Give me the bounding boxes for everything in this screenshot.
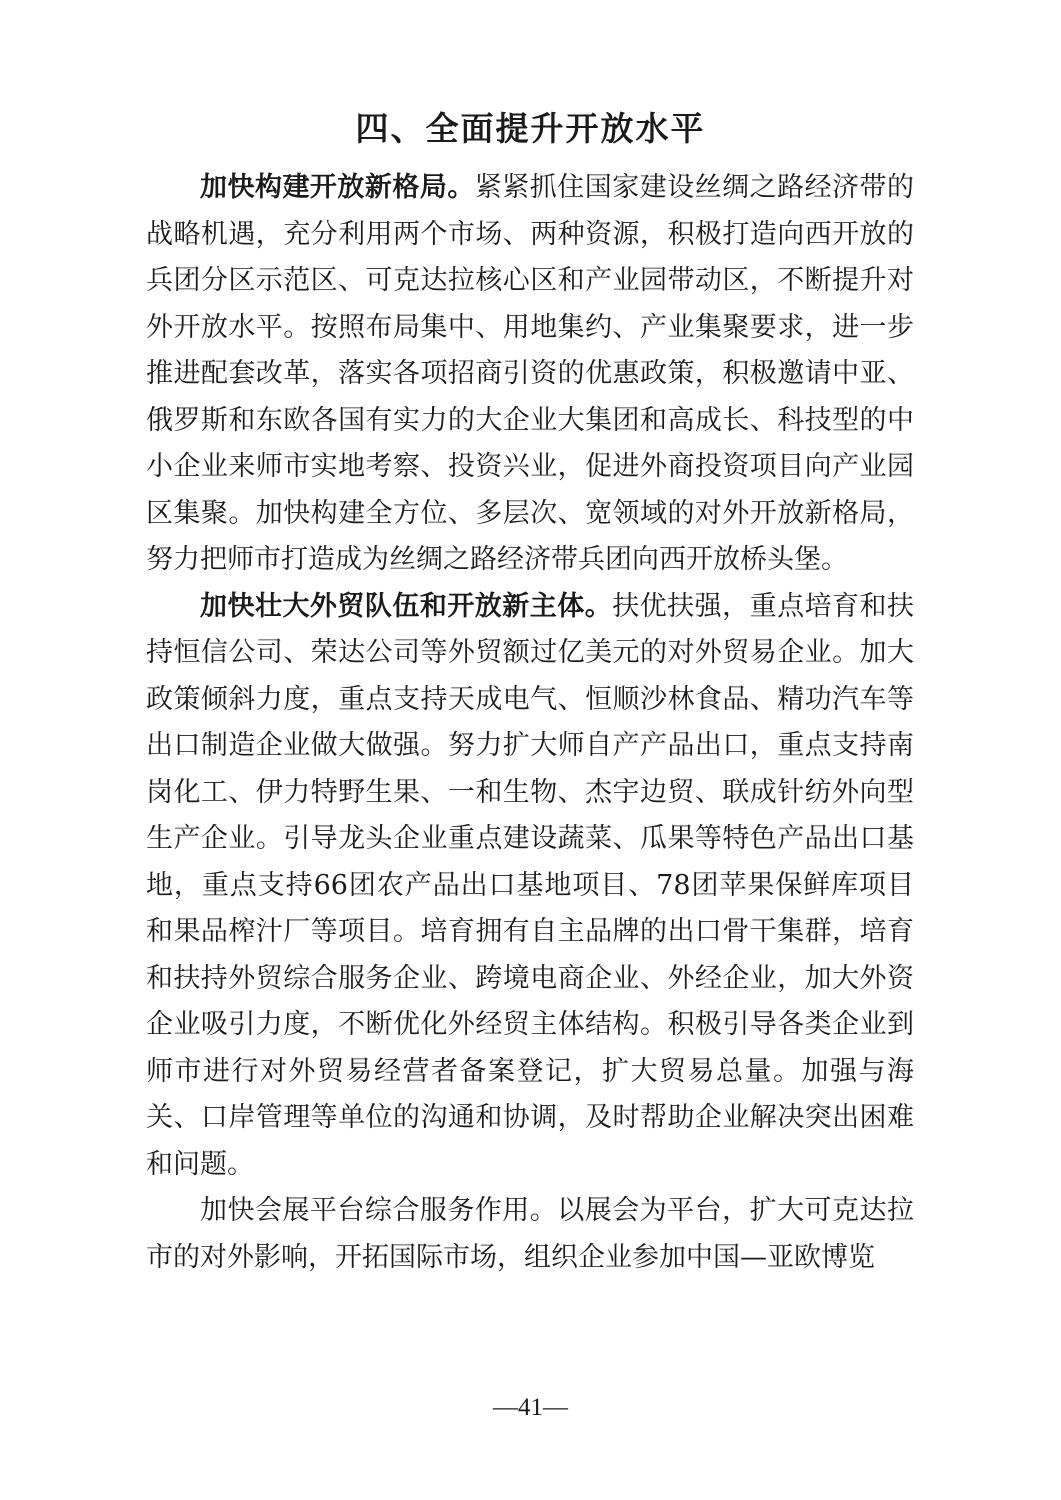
body-text	[146, 165, 914, 1281]
page-number: —41—	[493, 1394, 568, 1421]
paragraph-foreign-trade	[146, 584, 914, 1189]
paragraph-text: 加快会展平台综合服务作用。以展会为平台，扩大可克达拉市的对外影响，开拓国际市场，组织企业参加中国—亚欧博览	[146, 1195, 914, 1273]
paragraph-lead: 加快壮大外贸队伍和开放新主体。	[200, 590, 613, 622]
paragraph-text: 紧紧抓住国家建设丝绸之路经济带的战略机遇，充分利用两个市场、两种资源，积极打造向西开放的兵团分区示范区、可克达拉核心区和产业园带动区，不断提升对外开放水平。按照布局集中、用地集约、产业集聚要求，进一步推进配套改革，落实各项招商引资的优惠政策，积极邀请中亚、俄罗斯和东欧各国有实力的大企业大集团和高成长、科技型的中小企业来师市实地考察、投资兴业，促进外商投资项目向产业园区集聚。加快构建全方位、多层次、宽领域的对外开放新格局，努力把师市打造成为丝绸之路经济带兵团向西开放桥头堡。	[146, 172, 915, 575]
paragraph-text: 扶优扶强，重点培育和扶持恒信公司、荣达公司等外贸额过亿美元的对外贸易企业。加大政策倾斜力度，重点支持天成电气、恒顺沙林食品、精功汽车等出口制造企业做大做强。努力扩大师自产产品出口，重点支持南岗化工、伊力特野生果、一和生物、杰宇边贸、联成针纺外向型生产企业。引导龙头企业重点建设蔬菜、瓜果等特色产品出口基地，重点支持66团农产品出口基地项目、78团苹果保鲜库项目和果品榨汁厂等项目。培育拥有自主品牌的出口骨干集群，培育和扶持外贸综合服务企业、跨境电商企业、外经企业，加大外资企业吸引力度，不断优化外经贸主体结构。积极引导各类企业到师市进行对外贸易经营者备案登记，扩大贸易总量。加强与海关、口岸管理等单位的沟通和协调，及时帮助企业解决突出困难和问题。	[146, 590, 915, 1180]
paragraph-lead: 加快构建开放新格局。	[200, 172, 475, 203]
paragraph-exhibition-platform	[146, 1188, 914, 1281]
paragraph-open-pattern	[146, 165, 914, 584]
section-title: 四、全面提升开放水平	[355, 109, 706, 148]
